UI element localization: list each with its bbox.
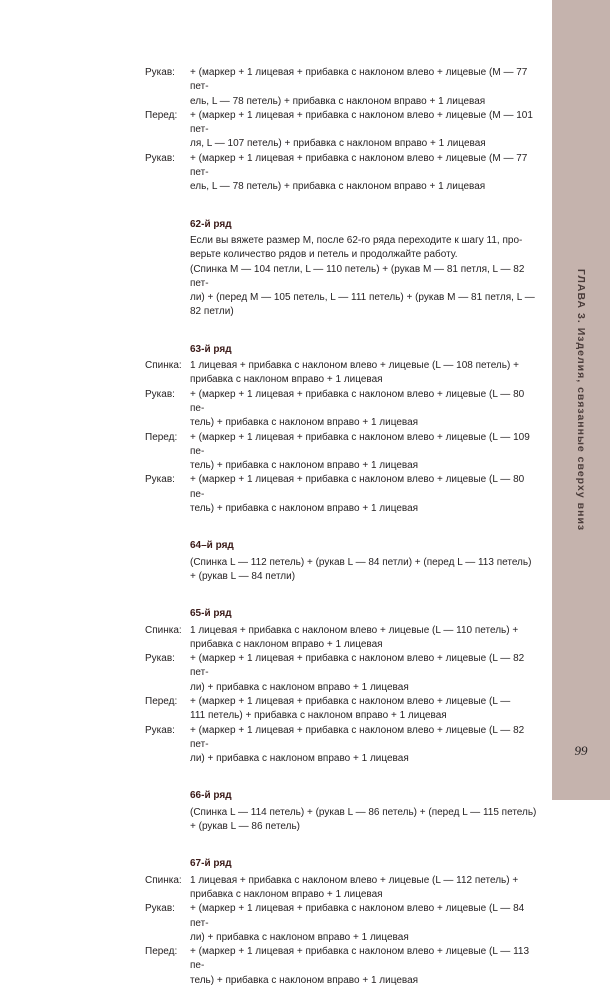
row-text-line: 1 лицевая + прибавка с наклоном влево + лицевые (L — 110 петель) + [190, 624, 519, 636]
paragraph-line: ли) + (перед M — 105 петель, L — 111 петель) + (рукав M — 81 петля, L — [190, 292, 535, 304]
row-label: Спинка: [145, 624, 182, 636]
section-heading-66: 66-й ряд [190, 790, 232, 802]
section-paragraph [190, 806, 540, 835]
row-label: Спинка: [145, 360, 182, 372]
row-text-line: + (маркер + 1 лицевая + прибавка с наклоном влево + лицевые (M — 101 пет- [190, 109, 533, 136]
section-heading-65: 65-й ряд [190, 608, 232, 620]
pattern-row [145, 874, 540, 903]
row-label: Рукав: [145, 67, 175, 78]
paragraph-line: (Спинка M — 104 петли, L — 110 петель) + (рукав M — 81 петля, L — 82 пет- [190, 263, 525, 289]
row-label: Перед: [145, 946, 178, 958]
row-text-line: + (маркер + 1 лицевая + прибавка с наклоном влево + лицевые (L — 82 пет- [190, 724, 525, 750]
pattern-row [145, 652, 540, 695]
pattern-row [145, 359, 540, 388]
paragraph-line: (Спинка L — 114 петель) + (рукав L — 86 петель) + (перед L — 115 петель) [190, 806, 537, 818]
row-text-line: + (маркер + 1 лицевая + прибавка с наклоном влево + лицевые (M — 77 пет- [190, 67, 528, 93]
row-text-line: 1 лицевая + прибавка с наклоном влево + лицевые (L — 112 петель) + [190, 874, 519, 886]
pattern-row [145, 152, 540, 195]
section-paragraph [190, 234, 540, 320]
row-text-line: ель, L — 78 петель) + прибавка с наклоном вправо + 1 лицевая [190, 95, 486, 107]
page-number: 99 [574, 743, 588, 758]
row-text-line: прибавка с наклоном вправо + 1 лицевая [190, 638, 383, 650]
paragraph-line: (Спинка L — 112 петель) + (рукав L — 84 петли) + (перед L — 113 петель) [190, 556, 532, 568]
pattern-row [145, 473, 540, 516]
pattern-row [145, 388, 540, 431]
paragraph-line: + (рукав L — 86 петель) [190, 821, 301, 833]
row-label: Рукав: [145, 474, 175, 486]
row-text-line: + (маркер + 1 лицевая + прибавка с наклоном влево + лицевые (L — 84 пет- [190, 903, 525, 929]
section-heading-64: 64–й ряд [190, 540, 234, 552]
row-text-line: ля, L — 107 петель) + прибавка с наклоном вправо + 1 лицевая [190, 138, 486, 150]
row-text-line: ли) + прибавка с наклоном вправо + 1 лицевая [190, 681, 409, 693]
row-text-line: 111 петель) + прибавка с наклоном вправо + 1 лицевая [190, 710, 447, 722]
paragraph-line: 82 петли) [190, 306, 234, 318]
paragraph-line: + (рукав L — 84 петли) [190, 570, 296, 582]
row-text-line: ли) + прибавка с наклоном вправо + 1 лицевая [190, 753, 409, 765]
row-label: Рукав: [145, 903, 175, 915]
row-label: Перед: [145, 431, 178, 443]
paragraph-line: Если вы вяжете размер M, после 62-го ряда переходите к шагу 11, про- [190, 234, 523, 246]
pattern-row [145, 109, 540, 152]
row-text-line: ель, L — 78 петель) + прибавка с наклоном вправо + 1 лицевая [190, 181, 486, 193]
pattern-row [145, 431, 540, 474]
row-label: Рукав: [145, 152, 175, 164]
section-heading-67: 67-й ряд [190, 858, 232, 870]
page-content [145, 66, 540, 988]
row-text-line: тель) + прибавка с наклоном вправо + 1 лицевая [190, 460, 419, 472]
paragraph-line: верьте количество рядов и петель и продолжайте работу. [190, 249, 458, 261]
row-label: Рукав: [145, 653, 175, 665]
row-text-line: тель) + прибавка с наклоном вправо + 1 лицевая [190, 974, 419, 986]
pattern-row [145, 945, 540, 988]
row-text-line: + (маркер + 1 лицевая + прибавка с наклоном влево + лицевые (L — [190, 695, 511, 707]
row-text-line: + (маркер + 1 лицевая + прибавка с наклоном влево + лицевые (L — 113 пе- [190, 946, 530, 972]
row-text-line: прибавка с наклоном вправо + 1 лицевая [190, 374, 383, 386]
chapter-title: ГЛАВА 3. Изделия, связанные сверху вниз [575, 268, 587, 532]
pattern-row [145, 624, 540, 653]
row-text-line: тель) + прибавка с наклоном вправо + 1 лицевая [190, 417, 419, 429]
section-heading-62: 62-й ряд [190, 218, 232, 230]
section-heading-63: 63-й ряд [190, 343, 232, 355]
row-label: Рукав: [145, 724, 175, 736]
row-label: Спинка: [145, 874, 182, 886]
row-text-line: + (маркер + 1 лицевая + прибавка с наклоном влево + лицевые (L — 109 пе- [190, 431, 530, 457]
pattern-row [145, 695, 540, 724]
row-text-line: + (маркер + 1 лицевая + прибавка с наклоном влево + лицевые (L — 82 пет- [190, 653, 525, 679]
row-text-line: + (маркер + 1 лицевая + прибавка с наклоном влево + лицевые (L — 80 пе- [190, 388, 525, 414]
row-text-line: ли) + прибавка с наклоном вправо + 1 лицевая [190, 931, 409, 943]
pattern-row [145, 724, 540, 767]
row-label: Перед: [145, 695, 178, 707]
row-text-line: + (маркер + 1 лицевая + прибавка с наклоном влево + лицевые (L — 80 пе- [190, 474, 525, 500]
row-text-line: + (маркер + 1 лицевая + прибавка с наклоном влево + лицевые (M — 77 пет- [190, 152, 528, 179]
section-paragraph [190, 556, 540, 585]
row-text-line: 1 лицевая + прибавка с наклоном влево + лицевые (L — 108 петель) + [190, 360, 519, 372]
row-text-line: прибавка с наклоном вправо + 1 лицевая [190, 888, 383, 900]
row-text-line: тель) + прибавка с наклоном вправо + 1 лицевая [190, 503, 419, 515]
row-label: Перед: [145, 109, 178, 121]
pattern-row [145, 902, 540, 945]
row-label: Рукав: [145, 388, 175, 400]
pattern-row [145, 66, 540, 109]
